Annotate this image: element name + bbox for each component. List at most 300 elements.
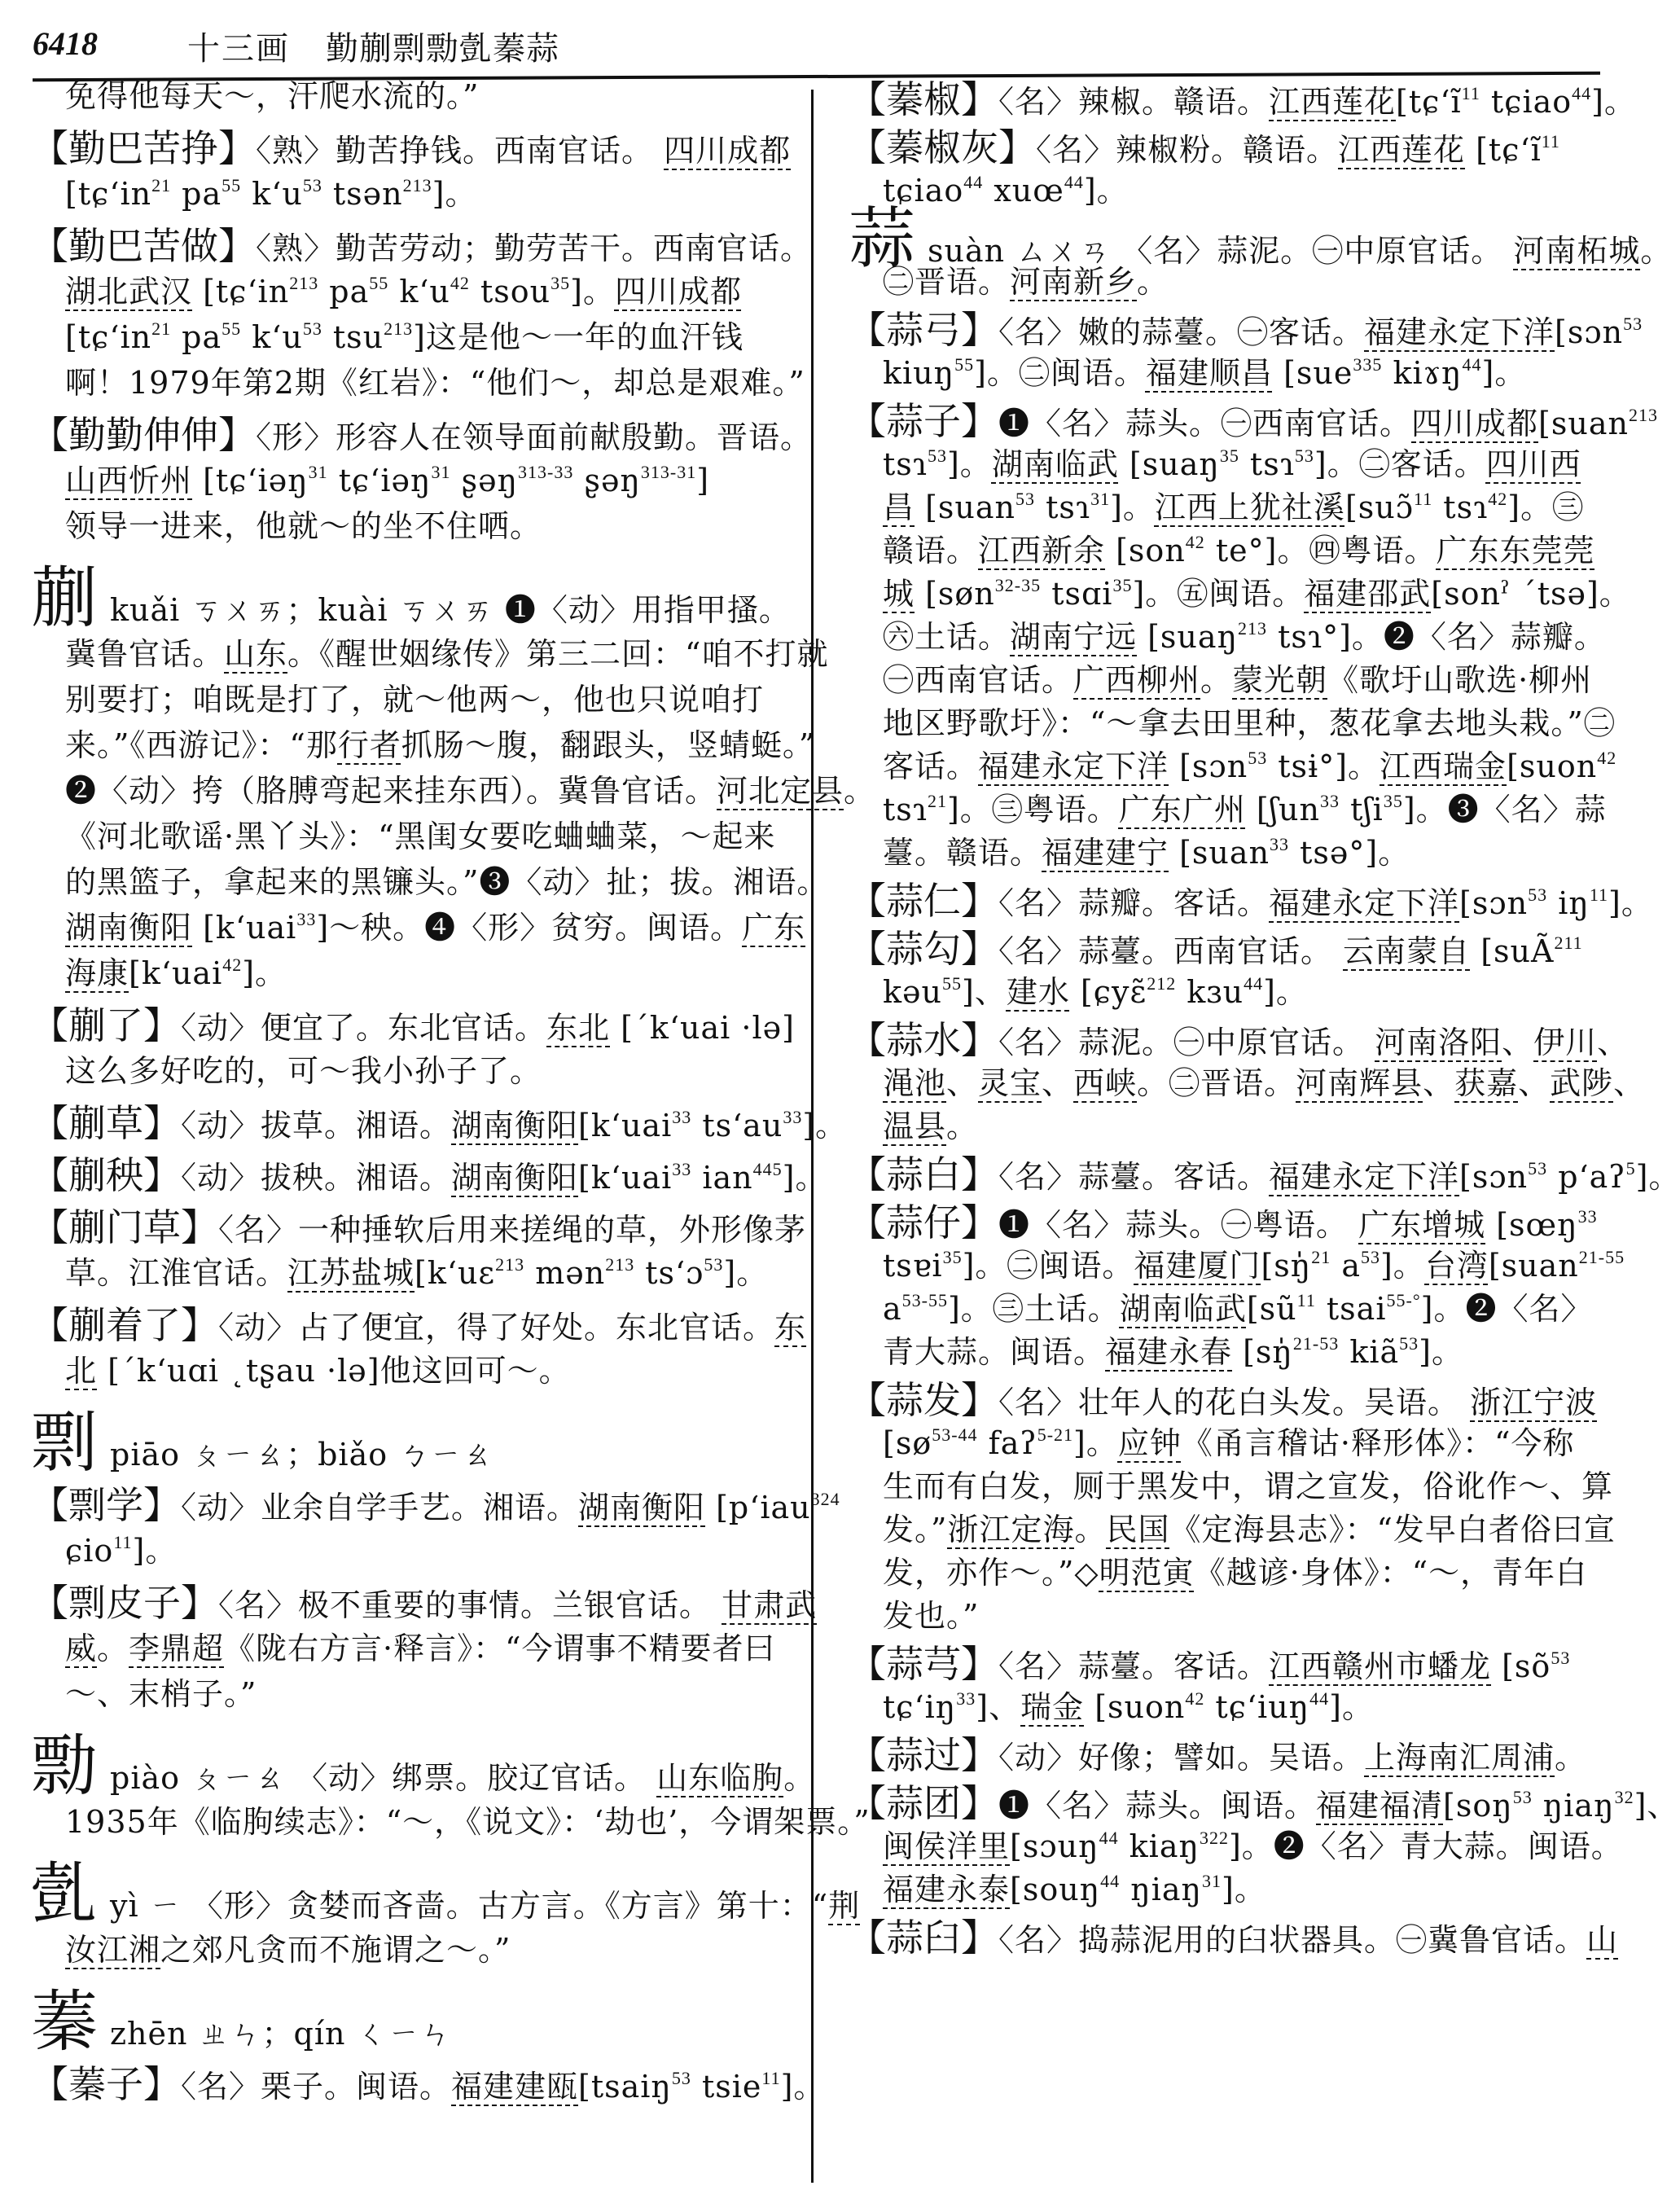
tone-superscript: 53 [1528, 1158, 1548, 1179]
tone-superscript: 21 [151, 175, 172, 195]
tone-superscript: 55-° [1386, 1290, 1421, 1310]
place-name-underlined: 东北 [546, 1010, 611, 1046]
text-run: 青大蒜。闽语。 [883, 1334, 1106, 1370]
text-run: 《越谚·身体》：“～，青年白 [1194, 1555, 1588, 1591]
place-name-underlined: 湖南衡阳 [451, 1160, 579, 1196]
text-run: 客话。 [883, 748, 979, 784]
text-run: [son [1105, 533, 1186, 568]
text-run: 赣语。 [883, 533, 979, 568]
text-run: ]这是他～一年的血汗钱 [413, 319, 743, 355]
text-run: 。 [844, 773, 876, 809]
text-run: [suan [1169, 835, 1270, 871]
tone-superscript: 53 [1248, 748, 1268, 768]
text-run: tsu [322, 319, 384, 355]
text-run: xuœ [983, 173, 1064, 208]
text-run: 〈熟〉勤苦挣钱。西南官话。 [256, 133, 665, 169]
text-run: ]。 [1329, 1689, 1374, 1725]
text-run: [suon [1507, 748, 1598, 784]
text-run: 〈动〉好像；譬如。吴语。 [998, 1740, 1365, 1775]
text-line [31, 950, 780, 996]
tone-superscript: 53-55 [901, 1290, 948, 1310]
text-run: 、 [1518, 1065, 1551, 1101]
text-line [849, 1331, 1606, 1374]
text-run: ]。㊁闽语。 [974, 355, 1146, 391]
text-line [849, 1465, 1614, 1508]
text-run: 1935年《临朐续志》：“～，《说文》：‘劫也’，今谓架票。” [65, 1804, 871, 1840]
text-run: [sɔn [1459, 1159, 1529, 1195]
text-run: ]、 [1634, 1788, 1679, 1824]
text-run: 、 [1502, 1025, 1534, 1060]
text-run: tɕʻiəŋ [327, 463, 432, 498]
text-run: [sɔn [1459, 885, 1529, 921]
text-run: 、 [1042, 1065, 1074, 1101]
tone-superscript: 11 [1461, 83, 1480, 103]
tone-superscript: 55 [222, 318, 242, 339]
text-run: 、 [1613, 1065, 1646, 1101]
text-line [849, 1422, 1606, 1465]
text-run: iŋ [1547, 885, 1590, 921]
place-name-underlined: 江西瑞金 [1380, 748, 1507, 784]
tone-superscript: 53 [1015, 489, 1036, 509]
page-number: 6418 [33, 25, 98, 62]
text-run: ]。 [802, 1108, 848, 1143]
place-name-underlined: 山东临朐 [656, 1760, 784, 1796]
headword: 【蓁子】 [31, 2062, 181, 2106]
text-run: ɕio [65, 1533, 114, 1569]
text-run: kiuŋ [883, 355, 955, 391]
text-run: tsɨ°]。 [1267, 748, 1380, 784]
text-run: tɕiao [1480, 84, 1573, 120]
place-name-underlined: 福建永泰 [883, 1872, 1011, 1907]
text-run: ʂəŋ [573, 463, 641, 498]
tone-superscript: 33 [672, 1107, 692, 1127]
tone-superscript: 53 [1512, 1787, 1533, 1807]
place-name-underlined: 福建建宁 [1042, 835, 1169, 871]
text-run: [tɕʻĩ [1396, 84, 1462, 120]
text-run: [tɕʻin [65, 176, 152, 212]
word-entry-line [31, 125, 792, 171]
text-run: 这么多好吃的，可～我小孙子了。 [65, 1053, 542, 1089]
text-line [31, 1250, 780, 1296]
tone-superscript: 44 [1309, 1688, 1330, 1709]
word-entry-line [31, 1580, 818, 1626]
text-run: ]。❷〈名〉青大蒜。闽语。 [1228, 1828, 1623, 1864]
tone-superscript: 21 [1311, 1247, 1331, 1267]
place-name-underlined: 江西莲花 [1338, 132, 1466, 168]
text-run: piāo ㄆㄧㄠ；biǎo ㄅㄧㄠ [110, 1437, 494, 1473]
text-run: [suon [1084, 1689, 1186, 1725]
text-run: a [883, 1291, 902, 1327]
running-header [33, 18, 1604, 75]
tone-superscript: 53 [704, 1254, 724, 1275]
text-run: [tsaiŋ [578, 2069, 672, 2105]
tone-superscript: 21-53 [1292, 1333, 1340, 1354]
tone-superscript: 53 [671, 2068, 691, 2088]
text-run: kəu [883, 974, 942, 1010]
tone-superscript: 213 [1628, 405, 1658, 425]
place-name-underlined: 四川成都 [614, 274, 742, 309]
text-run: 来。”《西游记》：“那 [65, 727, 338, 763]
text-run: 啊！1979年第2期《红岩》：“他们～，却总是艰难。” [65, 365, 805, 401]
place-name-underlined: 东 [774, 1310, 807, 1345]
place-name-underlined: 民国 [1106, 1512, 1170, 1547]
text-run: 〈名〉捣蒜泥用的臼状器具。㊀冀鲁官话。 [998, 1922, 1587, 1958]
tone-superscript: 21 [927, 791, 947, 811]
text-run: 、 [1423, 1065, 1455, 1101]
text-run: ]。 [1591, 84, 1636, 120]
text-line [849, 1508, 1616, 1552]
text-run: ʂəŋ [450, 463, 519, 498]
text-run: 抓肠～腹，翻跟头，竖蜻蜓。” [401, 727, 816, 763]
text-run: [suan [915, 489, 1016, 525]
text-run: tɕʻiuŋ [1204, 1689, 1310, 1725]
tone-superscript: 5 [1625, 1158, 1636, 1179]
text-run: 〈名〉蒜薹。客话。 [998, 1159, 1270, 1195]
text-run: ]。 [782, 1160, 827, 1196]
tone-superscript: 33 [1270, 834, 1290, 854]
tone-superscript: 313-33 [518, 462, 574, 482]
word-entry-line [849, 1152, 1680, 1196]
text-run: ]。 [1073, 1425, 1118, 1461]
place-name-underlined: 荆 [828, 1888, 861, 1924]
text-run: 薹。赣语。 [883, 835, 1042, 871]
text-line [849, 1686, 1606, 1729]
text-run: mən [524, 1255, 606, 1291]
place-name-underlined: 江西赣州市蟠龙 [1269, 1648, 1492, 1684]
text-run: kʻu [241, 176, 303, 212]
place-name-underlined: 温县 [883, 1108, 947, 1144]
text-run: faʔ [977, 1425, 1037, 1461]
text-run: ]。㊁闽语。 [962, 1248, 1134, 1284]
headword: 【蒜过】 [849, 1733, 998, 1777]
text-line [849, 1825, 1623, 1868]
stroke-count-label: 十三画 [187, 30, 290, 68]
text-run: [sue [1272, 355, 1353, 391]
text-run: 《定海县志》：“发早白者俗曰宣 [1169, 1512, 1616, 1547]
text-run: pa [171, 319, 222, 355]
text-run: kiɤŋ [1382, 355, 1463, 391]
text-line [31, 768, 876, 814]
text-run: tsɿ [1035, 489, 1091, 525]
place-name-underlined: 广东 [742, 910, 806, 946]
text-run: 《陇右方言·释言》：“今谓事不精要者曰 [224, 1631, 776, 1666]
headword: 【蒯草】 [31, 1101, 181, 1145]
text-run: ŋiaŋ [1532, 1788, 1615, 1824]
place-name-underlined: 李鼎超 [129, 1631, 225, 1666]
text-run: ]。 [1635, 1159, 1680, 1195]
word-entry-line [849, 879, 1653, 923]
headword: 【蒜水】 [849, 1018, 998, 1062]
text-run: [kʻuai [129, 955, 223, 991]
text-line [849, 616, 1606, 659]
character-entry-line [31, 554, 791, 637]
text-run: 领导一进来，他就～的坐不住哂。 [65, 508, 542, 544]
place-name-underlined: 河南柘城 [1513, 233, 1641, 269]
headword: 【蓁椒灰】 [849, 125, 1036, 169]
text-run: [kʻuai [192, 910, 297, 946]
tone-superscript: 31 [1090, 489, 1111, 509]
tone-superscript: 53 [302, 318, 322, 339]
text-line [849, 1105, 1606, 1148]
text-run: ]。 [1222, 1872, 1266, 1907]
text-line [31, 814, 780, 859]
text-run: 〈动〉拔秧。湘语。 [181, 1160, 452, 1196]
word-entry-line [849, 1379, 1606, 1422]
tone-superscript: 5-21 [1037, 1424, 1074, 1445]
text-run: pa [171, 176, 222, 212]
headword: 【蒯着了】 [31, 1303, 218, 1347]
tone-superscript: 213 [1238, 618, 1268, 639]
text-run: [pʻiau [705, 1490, 811, 1525]
text-run: tʃi [1340, 792, 1384, 827]
text-run: [tɕʻin [192, 274, 290, 309]
place-name-underlined: 浙江定海 [947, 1512, 1075, 1547]
tone-superscript: 35 [550, 273, 571, 293]
headword: 【剽皮子】 [31, 1581, 218, 1625]
tone-superscript: 53 [1360, 1247, 1380, 1267]
tone-superscript: 42 [1597, 748, 1617, 768]
tone-superscript: 35 [1112, 575, 1133, 595]
text-run: 〈名〉辣椒粉。赣语。 [1036, 132, 1339, 168]
tone-superscript: 335 [1353, 354, 1383, 375]
text-run: 〈名〉栗子。闽语。 [181, 2069, 452, 2105]
place-name-underlined: 湖北武汉 [65, 274, 193, 309]
tone-superscript: 33 [672, 1159, 692, 1179]
text-line [849, 1868, 1606, 1912]
text-line [849, 788, 1606, 832]
head-character: 亄 [31, 1855, 99, 1933]
text-run: 〈名〉壮年人的花白头发。吴语。 [998, 1385, 1471, 1420]
text-line [849, 832, 1606, 875]
tone-superscript: 42 [1185, 532, 1205, 552]
text-run: [sɔuŋ [1010, 1828, 1099, 1864]
place-name-underlined: 江西上犹社溪 [1154, 489, 1345, 525]
text-run: 〈名〉蒜薹。客话。 [998, 1648, 1270, 1684]
text-run: 。 [1555, 1740, 1587, 1775]
place-name-underlined: 湖南临武 [1119, 1291, 1247, 1327]
text-run: [suaŋ [1118, 446, 1220, 482]
place-name-underlined: 四川西 [1485, 446, 1581, 482]
text-run: tsai [1315, 1291, 1387, 1327]
text-run: ～、末梢子。” [65, 1676, 257, 1712]
text-run: ]、 [976, 1689, 1021, 1725]
text-run: a [1331, 1248, 1361, 1284]
word-entry-line [31, 1152, 827, 1198]
text-run: [suaŋ [1137, 619, 1239, 655]
text-line [31, 631, 829, 677]
text-run: 发也。” [883, 1598, 980, 1634]
word-entry-line [31, 2061, 826, 2107]
text-run: 。 [783, 1760, 816, 1796]
tone-superscript: 33 [1577, 1206, 1598, 1227]
headword: 【蒯秧】 [31, 1153, 181, 1197]
place-name-underlined: 应钟 [1117, 1425, 1182, 1461]
tone-superscript: 21 [151, 318, 172, 339]
text-line [31, 905, 806, 950]
text-run: ㊁晋语。 [883, 264, 1011, 300]
tone-superscript: 212 [1147, 973, 1177, 994]
text-run: 〈名〉极不重要的事情。兰银官话。 [218, 1587, 722, 1623]
place-name-underlined: 河南新乡 [1010, 264, 1138, 300]
text-run: 之郊凡贪而不施谓之～。” [160, 1932, 511, 1968]
character-entry-line [31, 1977, 780, 2061]
headword: 【蓁椒】 [849, 77, 998, 121]
text-line [849, 352, 1606, 395]
text-run: ]。 [1263, 974, 1308, 1010]
text-run: [tɕʻin [65, 319, 152, 355]
place-name-underlined: 江苏盐城 [287, 1255, 415, 1291]
text-run: kiã [1339, 1334, 1400, 1370]
text-run: [sɔn [1169, 748, 1248, 784]
tone-superscript: 35 [1219, 446, 1239, 466]
place-name-underlined: 湖南衡阳 [578, 1490, 706, 1525]
place-name-underlined: 明范寅 [1099, 1555, 1195, 1591]
text-run: ] [696, 463, 710, 498]
text-run: tɕʻiŋ [883, 1689, 957, 1725]
text-run: tsʻɔ [634, 1255, 704, 1291]
text-line [31, 722, 816, 768]
place-name-underlined: 福建永定下洋 [978, 748, 1169, 784]
text-line [31, 458, 780, 503]
text-run: ]。㊂粤语。 [946, 792, 1119, 827]
text-run: ]。 [780, 2069, 826, 2105]
text-run: 冀鲁官话。 [65, 636, 225, 672]
head-character: 勡 [31, 1727, 99, 1805]
place-name-underlined: 上海南汇周浦 [1364, 1740, 1555, 1775]
text-run: [ʃun [1245, 792, 1320, 827]
place-name-underlined: 山 [1586, 1922, 1619, 1958]
text-run: zhēn ㄓㄣ；qín ㄑㄧㄣ [110, 2016, 452, 2052]
text-run: [sonˀ ˊtsə]。 [1431, 576, 1631, 612]
text-line [849, 1244, 1625, 1288]
headword: 【蒜弓】 [849, 308, 998, 352]
place-name-underlined: 瑞金 [1020, 1689, 1085, 1725]
text-run: tsie [691, 2069, 762, 2105]
headword: 【蒜仔】 [849, 1200, 998, 1244]
text-run: [tɕʻĩ [1465, 132, 1542, 168]
place-name-underlined: 四川成都 [1411, 406, 1539, 441]
tone-superscript: 33 [296, 909, 317, 929]
tone-superscript: 11 [1541, 131, 1560, 151]
text-line [31, 269, 780, 314]
headword: 【蒯门草】 [31, 1205, 218, 1249]
text-line [31, 859, 829, 905]
word-entry-line [849, 77, 1636, 121]
text-run: 《河北歌谣·黑丫头》：“黑闺女要吃蛐蛐菜，～起来 [65, 819, 776, 854]
word-entry-line [849, 1781, 1679, 1825]
text-line [849, 659, 1606, 702]
text-run: ŋiaŋ [1120, 1872, 1203, 1907]
text-run: yì ㄧ 〈形〉贪婪而吝啬。古方言。《方言》第十：“ [110, 1888, 829, 1924]
tone-superscript: 11 [1589, 884, 1609, 905]
text-run: ]。 [242, 955, 287, 991]
text-line [31, 360, 805, 406]
head-character: 蒜 [849, 200, 917, 278]
text-run: 发，亦作～。”◇ [883, 1555, 1099, 1591]
text-run: kiaŋ [1118, 1828, 1200, 1864]
tone-superscript: 35 [1383, 791, 1403, 811]
place-name-underlined: 广东东莞莞 [1436, 533, 1595, 568]
header-character-range: 勤蒯剽勡亄蓁蒜 [326, 30, 559, 68]
tone-superscript: 53 [927, 446, 947, 466]
character-entry-line [31, 1722, 816, 1805]
text-run: tsə°]。 [1289, 835, 1410, 871]
text-run: kɜu [1176, 974, 1244, 1010]
text-run: 。 [1137, 264, 1169, 300]
place-name-underlined: 广东广州 [1118, 792, 1246, 827]
tone-superscript: 53 [1294, 446, 1314, 466]
tone-superscript: 213 [402, 175, 432, 195]
tone-superscript: 55 [222, 175, 242, 195]
text-line [31, 1348, 780, 1394]
text-line [31, 1927, 780, 1973]
text-run: [ˊkʻuai ·lə] [610, 1010, 795, 1046]
tone-superscript: 55 [369, 273, 389, 293]
tone-superscript: 35 [942, 1247, 963, 1267]
place-name-underlined: 福建建瓯 [451, 2069, 579, 2105]
tone-superscript: 42 [1185, 1688, 1205, 1709]
head-character: 蒯 [31, 560, 99, 637]
word-entry-line [31, 1482, 840, 1528]
text-run: tsɿ [1432, 489, 1489, 525]
word-entry-line [849, 1643, 1606, 1686]
text-line [849, 745, 1617, 788]
tone-superscript: 324 [810, 1489, 840, 1509]
text-run: [kʻuai [578, 1108, 673, 1143]
tone-superscript: 213 [495, 1254, 525, 1275]
text-run: 的黑篮子，拿起来的黑镰头。”❸〈动〉扯；拔。湘语。 [65, 864, 829, 900]
text-run: te°]。㊃粤语。 [1204, 533, 1437, 568]
tone-superscript: 53 [1399, 1333, 1419, 1354]
place-name-underlined: 闽侯洋里 [883, 1828, 1011, 1864]
headword: 【勤巴苦挣】 [31, 126, 256, 170]
text-run: ]。 [946, 446, 992, 482]
text-run: tɕiao [883, 173, 964, 208]
headword: 【勤勤伸伸】 [31, 413, 256, 457]
text-run: ]。㊂土话。 [947, 1291, 1120, 1327]
text-run: 。《醒世姻缘传》第三二回：“咱不打就 [287, 636, 829, 672]
place-name-underlined: 福建福清 [1316, 1788, 1444, 1824]
text-run: ]、 [962, 974, 1007, 1010]
tone-superscript: 213 [289, 273, 319, 293]
place-name-underlined: 浙江宁波 [1470, 1385, 1598, 1420]
tone-superscript: 32 [1614, 1787, 1634, 1807]
text-line [31, 1626, 780, 1671]
headword: 【蒜臼】 [849, 1916, 998, 1960]
left-column [31, 73, 876, 2107]
text-run: ]～秧。❹〈形〉贫穷。闽语。 [316, 910, 743, 946]
place-name-underlined: 蒙光朝 [1232, 662, 1328, 698]
text-run: 别要打；咱既是打了，就～他两～，他也只说咱打 [65, 682, 765, 718]
word-entry-line [849, 126, 1606, 169]
text-run: pʻaʔ [1547, 1159, 1626, 1195]
word-entry-line [31, 1003, 795, 1048]
head-character: 剽 [31, 1404, 99, 1481]
text-run: tsɑi [1041, 576, 1113, 612]
text-run: ]。 [1419, 1334, 1463, 1370]
text-run: [sũ [1246, 1291, 1297, 1327]
word-entry-line [849, 308, 1643, 352]
text-run: ]。❸〈名〉蒜 [1402, 792, 1607, 827]
text-run: ❷〈动〉挎（胳膊弯起来挂东西）。冀鲁官话。 [65, 773, 717, 809]
text-line [849, 1288, 1606, 1331]
place-name-underlined: 建水 [1006, 974, 1070, 1010]
tone-superscript: 44 [963, 172, 984, 192]
text-run: tsɿ [1239, 446, 1295, 482]
text-run: [suan [1488, 1248, 1579, 1284]
headword: 【蒜团】 [849, 1781, 998, 1825]
tone-superscript: 44 [1100, 1871, 1121, 1891]
